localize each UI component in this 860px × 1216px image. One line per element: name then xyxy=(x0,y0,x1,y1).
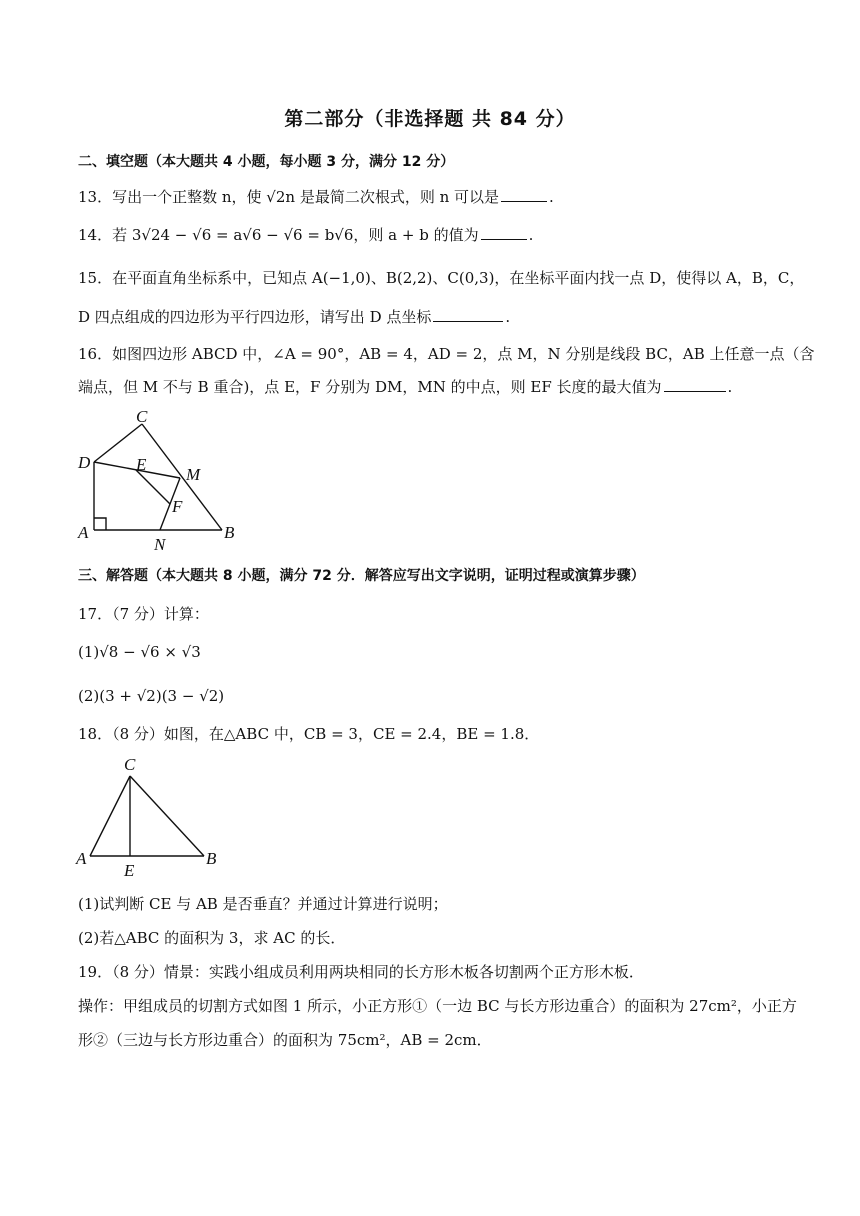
question-16-line-2 xyxy=(78,376,790,397)
fig16-label-f: F xyxy=(172,497,183,516)
question-17-part-2: (2)(3 + √2)(3 − √2) xyxy=(78,687,225,705)
question-16-line-1: 16．如图四边形 ABCD 中，∠A = 90°，AB = 4，AD = 2，点 M，N 分别是线段 BC，AB 上任意一点（含 xyxy=(78,345,815,363)
figure-16 xyxy=(70,404,250,554)
fig16-label-e: E xyxy=(136,455,147,474)
question-18-part-1: (1)试判断 CE 与 AB 是否垂直？并通过计算进行说明； xyxy=(78,895,448,913)
question-15-line-2 xyxy=(78,306,790,327)
section-2-header: 二、填空题（本大题共 4 小题，每小题 3 分，满分 12 分） xyxy=(78,154,455,170)
question-13-end: . xyxy=(549,188,554,206)
fig18-edge-cb xyxy=(130,776,204,856)
fig16-right-angle-mark xyxy=(94,518,106,530)
question-16-text: 端点，但 M 不与 B 重合)，点 E，F 分别为 DM，MN 的中点，则 EF 长度的最大值为 xyxy=(78,378,662,396)
fig18-label-a: A xyxy=(76,849,87,868)
question-19-line-2: 操作：甲组成员的切割方式如图 1 所示，小正方形①（一边 BC 与长方形边重合）的面积为 27cm²，小正方 xyxy=(78,997,797,1015)
section-3-header: 三、解答题（本大题共 8 小题，满分 72 分．解答应写出文字说明，证明过程或演算步骤） xyxy=(78,568,645,584)
question-17-head: 17．（7 分）计算： xyxy=(78,605,209,623)
question-18-head: 18．（8 分）如图，在△ABC 中，CB = 3，CE = 2.4，BE = 1.8． xyxy=(78,725,540,743)
question-15-text: D 四点组成的四边形为平行四边形，请写出 D 点坐标 xyxy=(78,308,432,326)
fig18-label-c: C xyxy=(124,755,136,774)
fig16-label-n: N xyxy=(154,535,166,554)
question-14 xyxy=(78,224,790,245)
answer-blank-15[interactable] xyxy=(433,306,503,322)
fig16-label-m: M xyxy=(186,465,201,484)
question-19-line-3: 形②（三边与长方形边重合）的面积为 75cm²，AB = 2cm． xyxy=(78,1031,492,1049)
answer-blank-14[interactable] xyxy=(481,224,527,240)
fig16-label-c: C xyxy=(136,407,148,426)
question-14-text: 14．若 3√24 − √6 = a√6 − √6 = b√6，则 a + b 的值为 xyxy=(78,226,479,244)
fig16-label-b: B xyxy=(224,523,235,542)
page-title: 第二部分（非选择题 共 84 分） xyxy=(284,108,576,130)
fig18-label-b: B xyxy=(206,849,217,868)
question-14-end: . xyxy=(528,226,534,244)
fig16-edge-dc xyxy=(94,424,142,462)
question-16-end: . xyxy=(727,378,733,396)
question-18-part-2: (2)若△ABC 的面积为 3，求 AC 的长． xyxy=(78,929,346,947)
question-13-text: 13．写出一个正整数 n，使 √2n 是最简二次根式，则 n 可以是 xyxy=(78,188,500,206)
fig16-label-a: A xyxy=(78,523,89,542)
answer-blank-16[interactable] xyxy=(664,376,726,392)
question-15-end: . xyxy=(505,308,511,326)
question-15-line-1: 15．在平面直角坐标系中，已知点 A(−1,0)、B(2,2)、C(0,3)，在坐标平面内找一点 D，使得以 A，B，C， xyxy=(78,269,805,287)
answer-blank-13[interactable] xyxy=(501,186,547,202)
fig18-edge-ac xyxy=(90,776,130,856)
question-13 xyxy=(78,186,790,207)
question-17-part-1: (1)√8 − √6 × √3 xyxy=(78,643,201,661)
figure-18 xyxy=(70,752,230,882)
fig16-label-d: D xyxy=(78,453,91,472)
question-19-line-1: 19．（8 分）情景：实践小组成员利用两块相同的长方形木板各切割两个正方形木板． xyxy=(78,963,644,981)
fig18-label-e: E xyxy=(124,861,135,880)
